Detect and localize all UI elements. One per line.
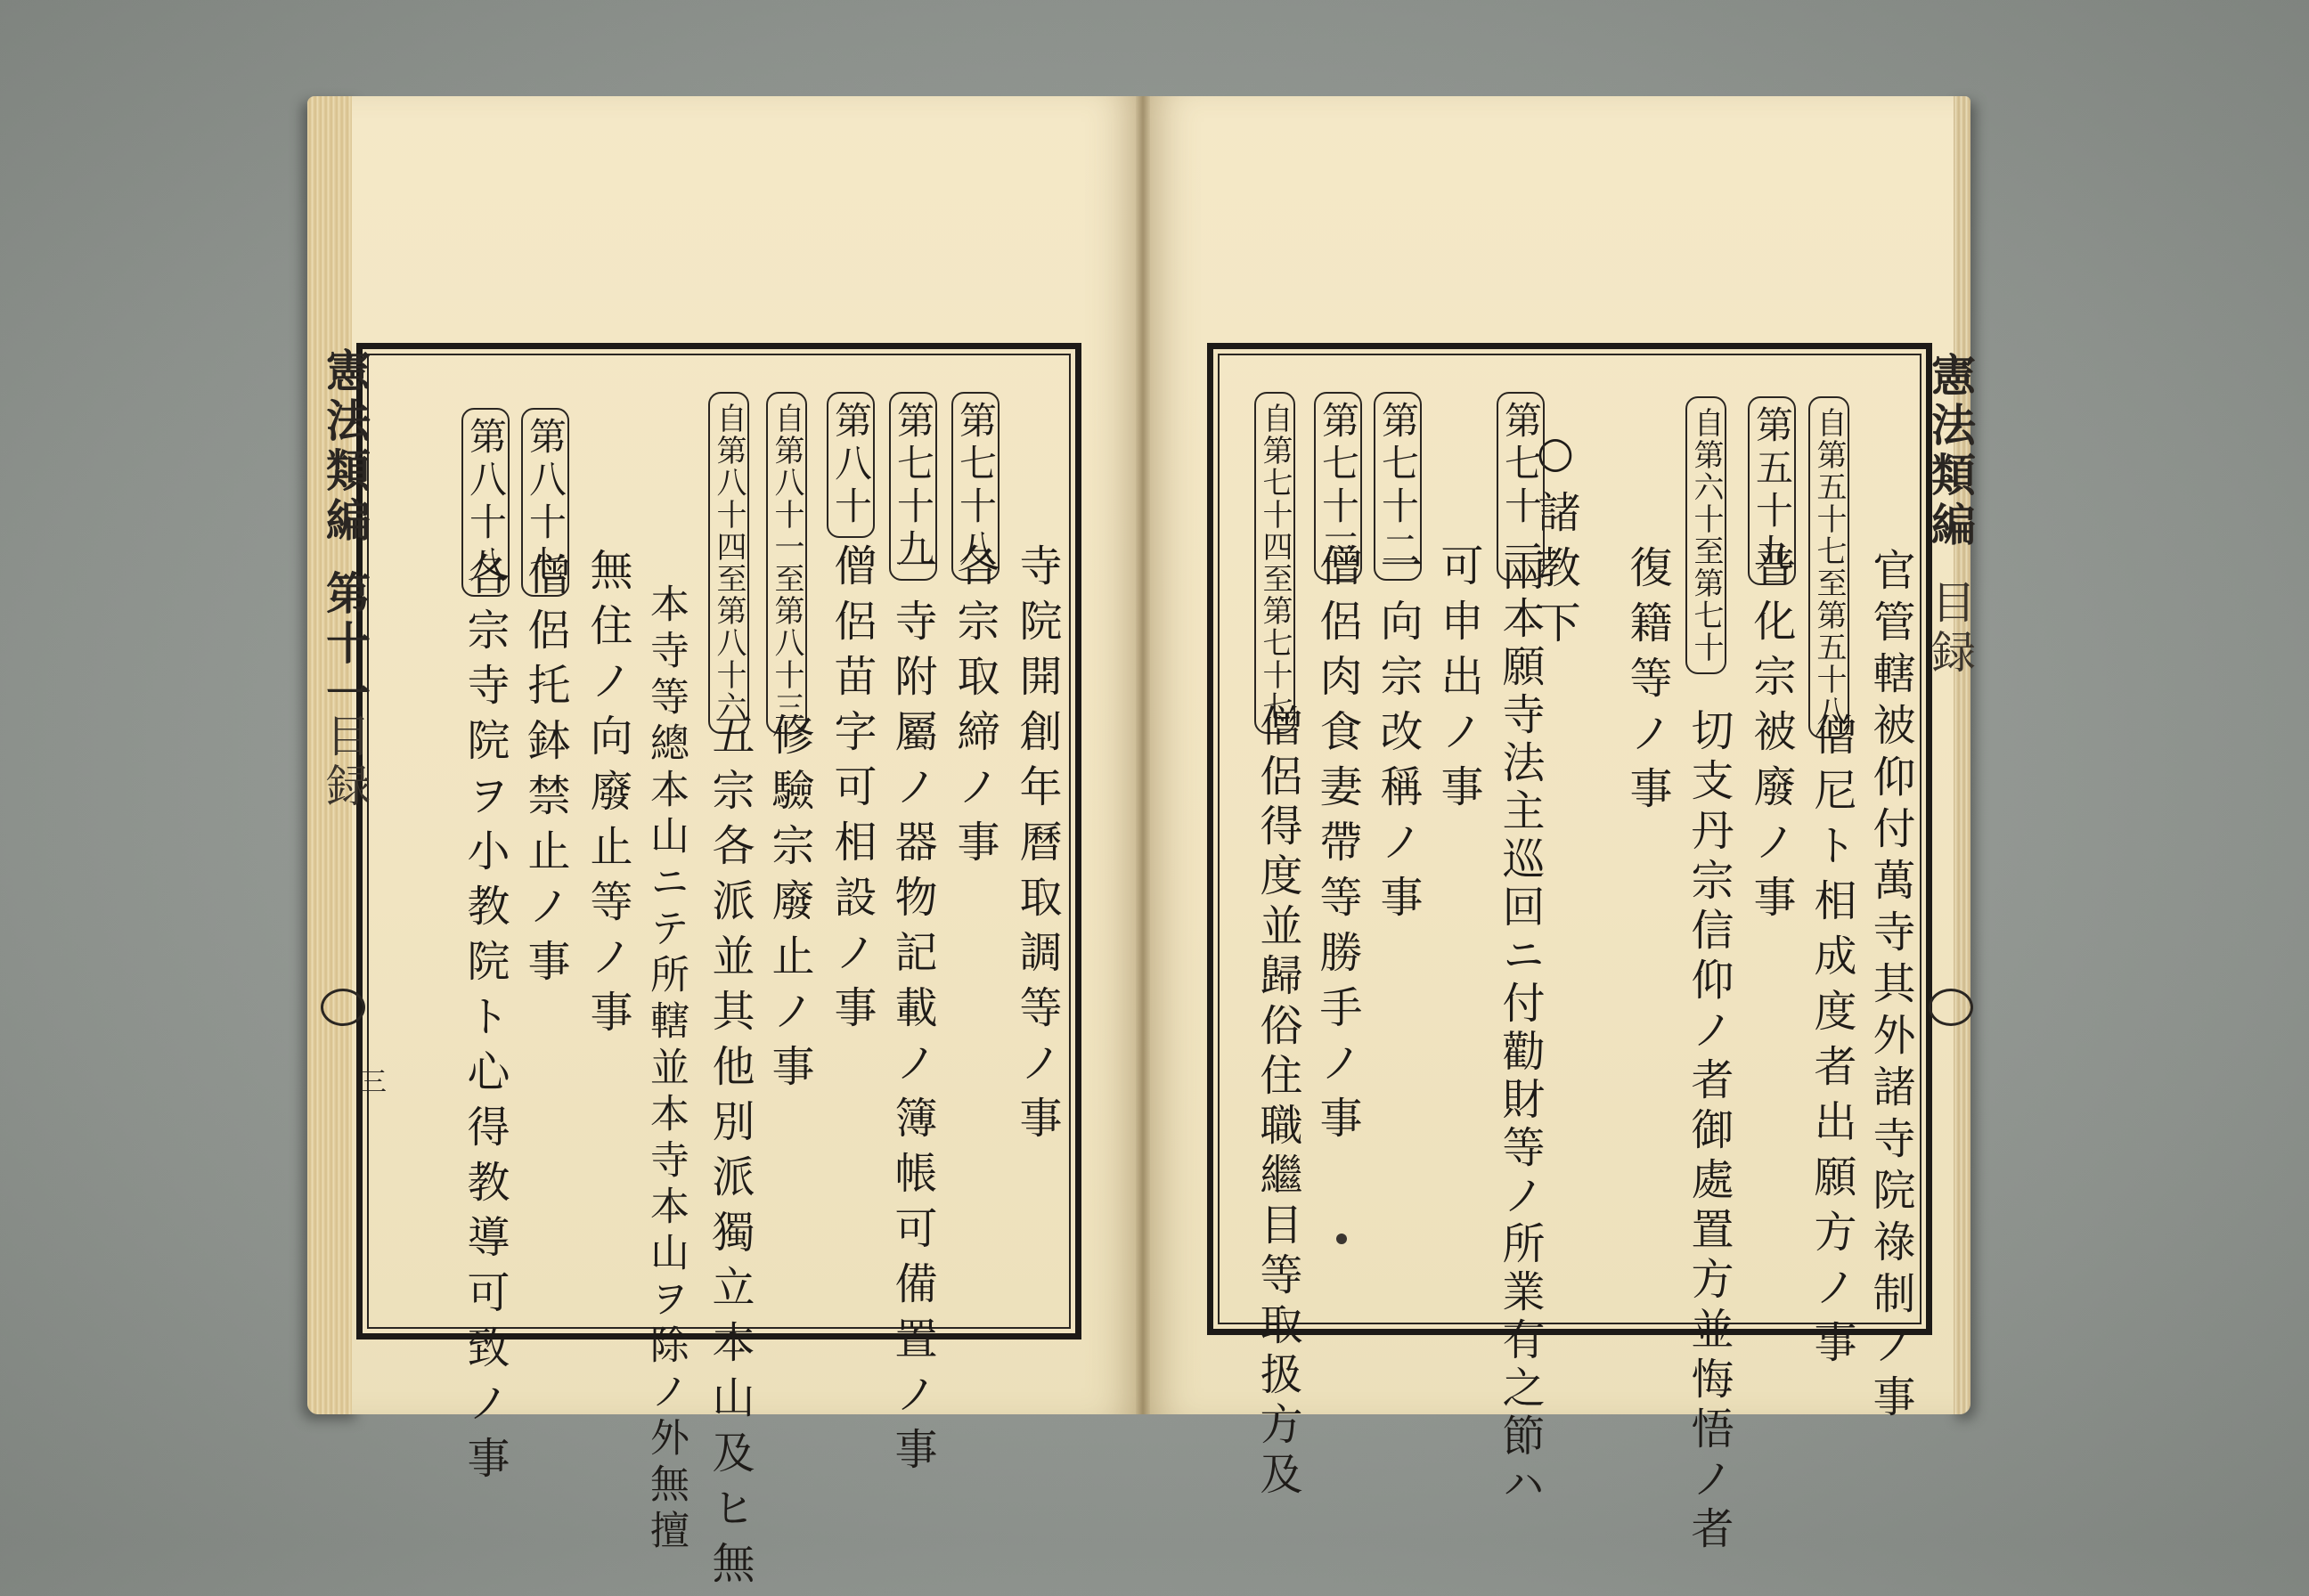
- right-entry-text: 兩本願寺法主巡回ニ付勸財等ノ所業有之節ハ: [1495, 548, 1545, 1510]
- left-entry-text: 各宗寺院ヲ小教院ト心得教導可致ノ事: [460, 552, 510, 1491]
- right-entry-text: 切支丹宗信仰ノ者御處置方並悔悟ノ者: [1684, 708, 1734, 1556]
- left-entry-text: 一寺附屬ノ器物記載ノ簿帳可備置ノ事: [887, 543, 937, 1482]
- left-entry-text: 寺院開創年曆取調等ノ事: [1012, 543, 1062, 1151]
- section-heading: ○諸教下: [1530, 428, 1580, 656]
- right-entry-text: 復籍等ノ事: [1622, 545, 1672, 821]
- left-entry-text: 修驗宗廢止ノ事: [764, 712, 814, 1099]
- right-entry-text: 可申出ノ事: [1433, 543, 1483, 819]
- left-entry-label: 第八十: [827, 392, 875, 538]
- right-entry-label: 第七十三: [1314, 392, 1362, 581]
- right-entry-label: 第七十二: [1374, 392, 1422, 581]
- right-entry-text: 僧侶得度並歸俗住職繼目等取扱方及: [1252, 704, 1302, 1502]
- right-entry-text: 一向宗改稱ノ事: [1373, 543, 1423, 930]
- right-entry-label: 自第六十至第七十: [1685, 396, 1726, 674]
- right-margin-chapter: 目録: [1924, 579, 1976, 679]
- left-entry-label: 第八十八: [461, 408, 510, 597]
- left-entry-label: 第七十八: [951, 392, 999, 581]
- right-entry-label: 第五十九: [1748, 396, 1796, 585]
- left-entry-text: 本寺等總本山ニテ所轄並本寺本山ヲ除ノ外無擅: [643, 583, 689, 1556]
- right-entry-text: 僧侶肉食妻帶等勝手ノ事: [1312, 543, 1362, 1151]
- left-entry-text: 各宗取締ノ事: [950, 543, 999, 875]
- ink-spot: [1336, 1234, 1347, 1244]
- left-fish-tail-mark: [321, 989, 365, 1026]
- left-entry-text: 僧侶托鉢禁止ノ事: [520, 552, 570, 994]
- right-margin-title: 憲法類編: [1924, 352, 1977, 551]
- left-entry-label: 第七十九: [889, 392, 937, 581]
- left-margin-section: 第十一: [319, 570, 371, 720]
- left-folio-number: 三: [360, 1067, 387, 1098]
- left-entry-label: 自第八十一至第八十三: [766, 392, 807, 734]
- book-gutter: [1136, 96, 1150, 1414]
- right-entry-label: 自第七十四至第七十七: [1254, 392, 1295, 734]
- left-margin-title: 憲法類編: [319, 347, 371, 547]
- left-entry-text: 僧侶苗字可相設ノ事: [827, 543, 877, 1040]
- right-entry-text: 普化宗被廢ノ事: [1746, 543, 1796, 930]
- left-entry-text: 無住ノ向廢止等ノ事: [583, 548, 632, 1045]
- left-entry-label: 第八十七: [521, 408, 569, 597]
- left-margin-chapter: 目録: [319, 712, 371, 812]
- right-entry-text: 官管轄被仰付萬寺其外諸寺院祿制ノ事: [1865, 548, 1915, 1426]
- right-entry-text: 僧尼ト相成度者出願方ノ事: [1807, 712, 1856, 1375]
- right-entry-label: 第七十一: [1497, 392, 1545, 581]
- left-entry-text: 五宗各派並其他別派獨立本山及ヒ無: [705, 712, 755, 1596]
- left-entry-label: 自第八十四至第八十六: [708, 392, 749, 734]
- right-page-stack-edge: [1951, 96, 1970, 1414]
- right-entry-label: 自第五十七至第五十八: [1808, 396, 1849, 738]
- right-fish-tail-mark: [1929, 989, 1973, 1026]
